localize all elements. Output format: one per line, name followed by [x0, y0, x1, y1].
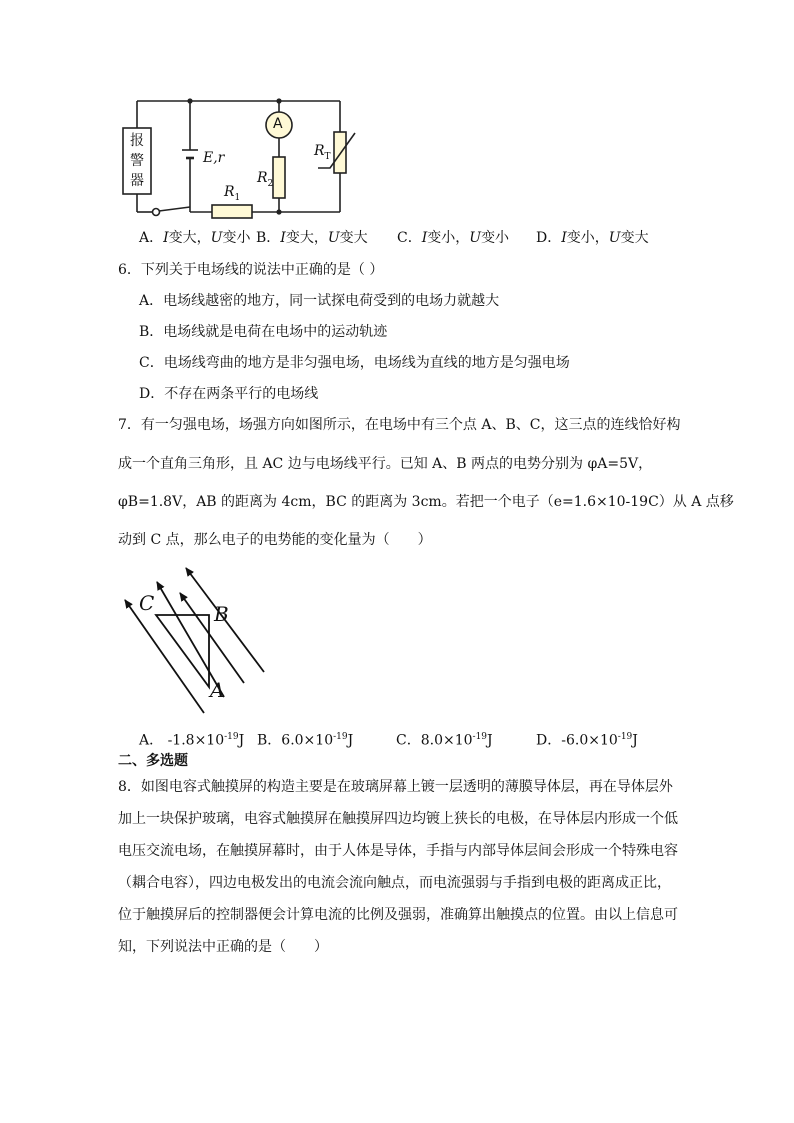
q8-line: 电压交流电场，在触摸屏幕时，由于人体是导体，手指与内部导体层间会形成一个特殊电容: [118, 843, 678, 859]
q8-line: 8．如图电容式触摸屏的构造主要是在玻璃屏幕上镀一层透明的薄膜导体层，再在导体层外: [118, 779, 673, 795]
q7-option-b: B．$6.0\times 10^{-19}J$: [257, 732, 354, 749]
q6-option-d: D．不存在两条平行的电场线: [139, 386, 319, 402]
q7-line-4: 动到 C 点，那么电子的电势能的变化量为（ ）: [118, 532, 432, 548]
battery-label: E,r: [203, 150, 225, 166]
alarm-char: 器: [130, 173, 144, 189]
q7-option-d: D．$-6.0\times 10^{-19}J$: [536, 732, 638, 749]
section-heading: 二、多选题: [118, 753, 188, 769]
q5-option-c: C．I变小，U变小: [397, 230, 510, 246]
q8-line: 知，下列说法中正确的是（ ）: [118, 939, 328, 955]
q7-options: [0, 727, 794, 747]
r1-sub: 1: [234, 192, 241, 203]
alarm-char: 警: [130, 153, 144, 169]
q7-line-1: 7．有一匀强电场，场强方向如图所示，在电场中有三个点 A、B、C，这三点的连线恰好构: [118, 417, 681, 433]
q5-option-a: A．I变大，U变小: [139, 230, 251, 246]
q7-option-c: C．$8.0\times 10^{-19}J$: [396, 732, 493, 749]
q8-line: （耦合电容），四边电极发出的电流会流向触点，而电流强弱与手指到电极的距离成正比，: [118, 875, 671, 891]
q7-line-3: φB=1.8V，AB 的距离为 4cm，BC 的距离为 3cm。若把一个电子（e=1.6×10-19C）从 A 点移: [118, 494, 734, 510]
q7-option-a: A． $-1.8\times 10^{-19}J$: [139, 732, 245, 749]
r1-letter: R: [224, 184, 235, 200]
q6-stem: 6．下列关于电场线的说法中正确的是（ ）: [118, 262, 384, 278]
q5-option-b: B．I变大，U变大: [256, 230, 368, 246]
ammeter-label: A: [273, 116, 283, 132]
point-c-label: C: [139, 591, 155, 615]
q6-option-b: B．电场线就是电荷在电场中的运动轨迹: [139, 324, 388, 340]
q7-line-2: 成一个直角三角形，且 AC 边与电场线平行。已知 A、B 两点的电势分别为 φA=5V，: [118, 456, 653, 472]
rt-sub: T: [324, 151, 331, 162]
r2-letter: R: [257, 170, 268, 186]
alarm-char: 报: [130, 133, 144, 149]
point-a-label: A: [210, 678, 225, 702]
field-line: [125, 600, 204, 713]
r2-sub: 2: [267, 178, 274, 189]
q8-line: 位于触摸屏后的控制器便会计算电流的比例及强弱，准确算出触摸点的位置。由以上信息可: [118, 907, 678, 923]
rt-letter: R: [314, 143, 325, 159]
q6-option-a: A．电场线越密的地方，同一试探电荷受到的电场力就越大: [139, 293, 500, 309]
q5-option-d: D．I变小，U变大: [536, 230, 649, 246]
point-b-label: B: [214, 602, 229, 626]
q8-line: 加上一块保护玻璃，电容式触摸屏在触摸屏四边均镀上狭长的电极，在导体层内形成一个低: [118, 811, 678, 827]
q6-option-c: C．电场线弯曲的地方是非匀强电场，电场线为直线的地方是匀强电场: [139, 355, 570, 371]
